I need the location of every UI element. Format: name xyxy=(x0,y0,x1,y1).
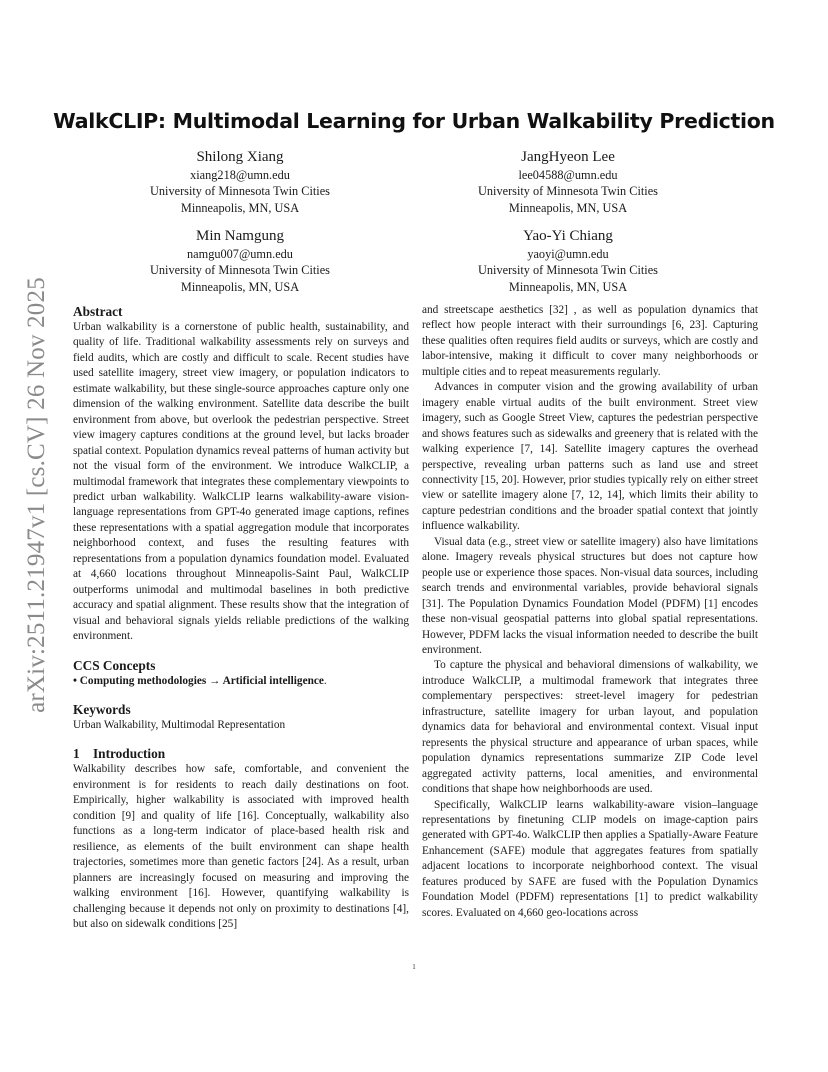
author-email: namgu007@umn.edu xyxy=(187,247,293,261)
author-block xyxy=(90,148,390,216)
author-name: Yao-Yi Chiang xyxy=(523,228,613,244)
abstract-text: Urban walkability is a cornerstone of public health, sustainability, and quality of life. Traditional walkability assessments rely on surveys and field audits, which are costly and difficult to scale. Recent studies have used satellite imagery, street view imagery, or population indicators to estimate walkability, but these single-source approaches capture only one dimension of the walking environment. Satellite data describe the built environment from above, but overlook the pedestrian perspective. Street view imagery captures conditions at the ground level, but lacks broader spatial context. Population dynamics reveal patterns of human activity but not the visual form of the environment. We introduce WalkCLIP, a multimodal framework that integrates these complementary viewpoints to predict urban walkability. WalkCLIP learns walkability-aware vision-language representations from GPT-4o generated image captions, refines these representations with a spatial aggregation module that incorporates neighborhood context, and fuses the resulting features with representations from a population dynamics foundation model. Evaluated at 4,660 locations throughout Minneapolis-Saint Paul, WalkCLIP outperforms unimodal and multimodal baselines in both predictive accuracy and spatial alignment. These results show that the integration of visual and behavioral signals yields reliable predictions of the walking environment. xyxy=(73,321,409,643)
author-email: xiang218@umn.edu xyxy=(190,168,290,182)
keywords-text: Urban Walkability, Multimodal Representation xyxy=(73,718,286,731)
intro-paragraph: and streetscape aesthetics [32] , as well as population dynamics that reflect how people interact with their surroundings [6, 23]. Capturing these qualities often requires field audits or surveys, which are costly and labor-intensive, making it difficult to cover many neighborhoods or multiple cities and to repeat measurements regularly. xyxy=(422,304,758,378)
intro-paragraph: Advances in computer vision and the growing availability of urban imagery enable virtual audits of the built environment. Street view imagery, such as Google Street View, captures the pedestrian perspective and shows features such as sidewalks and greenery that is related with the walking experience [7, 14]. Satellite imagery captures the overhead perspective, revealing urban patterns such as land use and street connectivity [15, 20]. However, prior studies typically rely on either street view or satellite imagery alone [7, 12, 14], which limits their ability to capture pedestrian conditions and the broader spatial context that jointly influence walkability. xyxy=(422,381,758,533)
arxiv-identifier-text: arXiv:2511.21947v1 [cs.CV] 26 Nov 2025 xyxy=(23,277,50,713)
ccs-period: . xyxy=(323,674,327,687)
author-affiliation: University of Minnesota Twin Cities xyxy=(478,184,658,199)
intro-paragraph: Visual data (e.g., street view or satellite imagery) also have limitations alone. Imagery reveals physical structures but does not capture how people use or experience those spaces. Non-visual data sources, including search trends and environmental variables, provide behavioral signals [31]. The Population Dynamics Foundation Model (PDFM) [1] encodes these non-visual geospatial patterns into global spatial representations. However, PDFM lacks the visual information needed to describe the built environment. xyxy=(422,535,758,656)
author-affiliation: University of Minnesota Twin Cities xyxy=(478,263,658,278)
author-email: yaoyi@umn.edu xyxy=(527,247,609,261)
arxiv-identifier xyxy=(12,277,62,713)
intro-paragraph: Walkability describes how safe, comfortable, and convenient the environment is for residents to reach daily destinations on foot. Empirically, higher walkability is associated with improved health condition [9] and quality of life [16]. Conceptually, walkability also functions as a long-term indicator of place-based health risk and resilience, as elements of the built environment can shape health trajectories, sometimes more than genetic factors [24]. As a result, urban planners are increasingly focused on measuring and improving the walking environment [16]. However, quantifying walkability is challenging because it depends not only on proximity to destinations [4], but also on sidewalk conditions [25] xyxy=(73,763,409,930)
author-name: JangHyeon Lee xyxy=(521,149,615,165)
author-location: Minneapolis, MN, USA xyxy=(508,279,628,294)
abstract-heading: Abstract xyxy=(73,304,123,319)
page-number: 1 xyxy=(412,963,416,971)
author-name: Min Namgung xyxy=(196,228,284,244)
ccs-heading: CCS Concepts xyxy=(73,657,156,673)
author-block xyxy=(418,227,718,295)
author-affiliation: University of Minnesota Twin Cities xyxy=(150,263,330,278)
ccs-line xyxy=(73,674,409,689)
intro-paragraph: To capture the physical and behavioral dimensions of walkability, we introduce WalkCLIP, a multimodal framework that integrates three complementary perspectives: street-level imagery for pedestrian infrastructure, satellite imagery for urban layout, and population dynamics data for behavioral and environmental context. Visual input represents the physical structure and appearance of urban spaces, while population dynamics representations summarize ZIP Code level aggregated activity patterns, local amenities, and environmental conditions that shape how neighborhoods are used. xyxy=(422,659,758,796)
author-affiliation: University of Minnesota Twin Cities xyxy=(150,184,330,199)
author-email: lee04588@umn.edu xyxy=(518,168,618,182)
right-column xyxy=(422,303,758,921)
author-block xyxy=(90,227,390,295)
introduction-heading xyxy=(73,745,409,762)
paper-title: WalkCLIP: Multimodal Learning for Urban Walkability Prediction xyxy=(53,109,775,133)
author-name: Shilong Xiang xyxy=(196,149,284,165)
author-block xyxy=(418,148,718,216)
keywords-heading: Keywords xyxy=(73,701,131,717)
left-column xyxy=(73,303,409,932)
section-number: 1 xyxy=(73,746,80,762)
author-location: Minneapolis, MN, USA xyxy=(180,279,300,294)
ccs-concept: • Computing methodologies → Artificial intelligence xyxy=(73,674,324,687)
intro-paragraph: Specifically, WalkCLIP learns walkability-aware vision–language representations by finetuning CLIP models on image-caption pairs generated with GPT-4o. WalkCLIP then applies a Spatially-Aware Feature Enhancement (SAFE) module that aggregates features from spatially adjacent locations to incorporate neighborhood context. The visual features produced by SAFE are fused with the Population Dynamics Foundation Model (PDFM) representations [1] to predict walkability scores. Evaluated on 4,660 geo-locations across xyxy=(422,798,758,919)
author-location: Minneapolis, MN, USA xyxy=(180,200,300,215)
section-title: Introduction xyxy=(93,746,166,762)
author-location: Minneapolis, MN, USA xyxy=(508,200,628,215)
